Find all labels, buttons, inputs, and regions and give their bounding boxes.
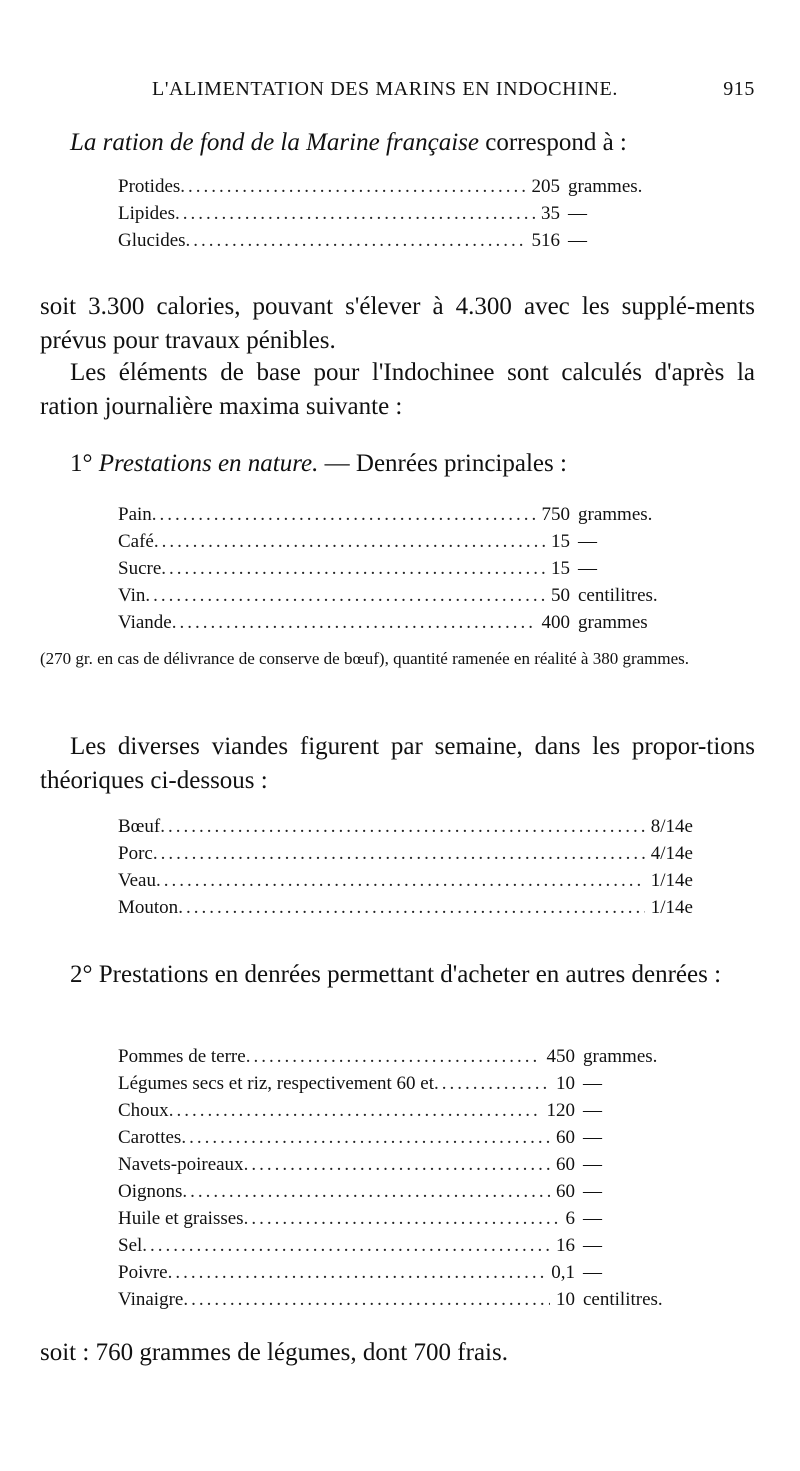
table-row	[118, 1154, 693, 1181]
main-foods-table	[118, 504, 688, 639]
table-row	[118, 1127, 693, 1154]
table-row	[118, 585, 688, 612]
table-row	[118, 870, 693, 897]
table-row	[118, 203, 678, 230]
row-unit: —	[583, 1235, 602, 1256]
dot-leader	[169, 1100, 541, 1122]
table-row	[118, 1073, 693, 1100]
row-unit: —	[568, 230, 587, 251]
row-value: 516	[531, 230, 560, 251]
row-value: 60	[556, 1154, 575, 1175]
dot-leader	[180, 176, 525, 198]
row-value: 8/14e	[650, 816, 693, 837]
table-row	[118, 176, 678, 203]
row-value: 1/14e	[650, 870, 693, 891]
dot-leader	[145, 585, 545, 607]
dot-leader	[172, 612, 536, 634]
section-1-heading	[70, 450, 567, 478]
row-unit: —	[583, 1100, 602, 1121]
row-value: 120	[546, 1100, 575, 1121]
row-unit: grammes	[578, 612, 648, 633]
row-unit: grammes.	[568, 176, 643, 197]
page-number: 915	[723, 78, 755, 100]
row-label: Vin	[118, 585, 146, 606]
meat-proportions-table	[118, 816, 693, 924]
row-unit: —	[583, 1181, 602, 1202]
row-value: 10	[556, 1073, 575, 1094]
running-title: L'ALIMENTATION DES MARINS EN INDOCHINE.	[152, 78, 618, 100]
row-label: Protides	[118, 176, 181, 197]
row-unit: grammes.	[578, 504, 653, 525]
table-row	[118, 612, 688, 639]
dot-leader	[183, 1289, 550, 1311]
table-row	[118, 558, 688, 585]
row-label: Carottes	[118, 1127, 182, 1148]
row-value: 6	[565, 1208, 575, 1229]
row-value: 1/14e	[650, 897, 693, 918]
row-unit: centilitres.	[578, 585, 658, 606]
intro-italic: La ration de fond de la Marine française	[70, 129, 479, 156]
row-label: Bœuf	[118, 816, 161, 837]
ration-macronutrients-table	[118, 176, 678, 257]
intro-paragraph	[40, 126, 755, 160]
dot-leader	[178, 897, 645, 919]
dot-leader	[182, 1181, 550, 1203]
meat-note: (270 gr. en cas de délivrance de conserve de bœuf), quantité ramenée en réalité à 380 grammes.	[40, 649, 690, 668]
dot-leader	[161, 558, 545, 580]
table-row	[118, 816, 693, 843]
table-row	[118, 843, 693, 870]
row-label: Vinaigre	[118, 1289, 184, 1310]
row-value: 60	[556, 1127, 575, 1148]
row-value: 205	[531, 176, 560, 197]
table-row	[118, 1289, 693, 1316]
dot-leader	[181, 1127, 550, 1149]
table-row	[118, 897, 693, 924]
row-label: Glucides	[118, 230, 186, 251]
dot-leader	[154, 531, 545, 553]
dot-leader	[160, 816, 645, 838]
row-unit: —	[583, 1073, 602, 1094]
section-1-number: 1°	[70, 450, 93, 477]
row-value: 15	[551, 558, 570, 579]
row-unit: —	[583, 1127, 602, 1148]
row-label: Huile et graisses	[118, 1208, 244, 1229]
row-label: Mouton	[118, 897, 179, 918]
dot-leader	[186, 230, 526, 252]
row-unit: —	[583, 1262, 602, 1283]
table-row	[118, 504, 688, 531]
section-1-rest: — Denrées principales :	[318, 450, 567, 477]
row-label: Veau	[118, 870, 156, 891]
row-value: 15	[551, 531, 570, 552]
row-value: 60	[556, 1181, 575, 1202]
dot-leader	[244, 1154, 550, 1176]
intro-rest: correspond à :	[479, 129, 627, 156]
meats-paragraph: Les diverses viandes figurent par semaine, dans les propor-tions théoriques ci-dessous :	[40, 733, 755, 794]
row-label: Porc	[118, 843, 153, 864]
row-unit: —	[568, 203, 587, 224]
row-value: 10	[556, 1289, 575, 1310]
table-row	[118, 1208, 693, 1235]
row-label: Pommes de terre	[118, 1046, 246, 1067]
dot-leader	[152, 504, 536, 526]
vegetables-table	[118, 1046, 693, 1316]
conclusion-paragraph: soit : 760 grammes de légumes, dont 700 frais.	[40, 1339, 508, 1366]
row-unit: grammes.	[583, 1046, 658, 1067]
row-label: Sel	[118, 1235, 143, 1256]
row-label: Oignons	[118, 1181, 183, 1202]
table-row	[118, 1100, 693, 1127]
page-header	[40, 78, 755, 108]
row-unit: —	[583, 1208, 602, 1229]
row-value: 450	[546, 1046, 575, 1067]
section-2-heading: 2° Prestations en denrées permettant d'acheter en autres denrées :	[70, 961, 722, 988]
dot-leader	[244, 1208, 560, 1230]
row-value: 35	[541, 203, 560, 224]
row-label: Pain	[118, 504, 152, 525]
table-row	[118, 230, 678, 257]
table-row	[118, 1046, 693, 1073]
calories-paragraph: soit 3.300 calories, pouvant s'élever à 4.300 avec les supplé-ments prévus pour travaux pénibles.	[40, 293, 755, 354]
row-label: Lipides	[118, 203, 175, 224]
row-value: 50	[551, 585, 570, 606]
base-elements-paragraph: Les éléments de base pour l'Indochinee sont calculés d'après la ration journalière maxima suivante :	[40, 359, 755, 420]
row-label: Choux	[118, 1100, 169, 1121]
dot-leader	[168, 1262, 546, 1284]
table-row	[118, 1262, 693, 1289]
row-unit: —	[578, 531, 597, 552]
row-unit: —	[583, 1154, 602, 1175]
row-value: 750	[541, 504, 570, 525]
dot-leader	[246, 1046, 541, 1068]
dot-leader	[142, 1235, 550, 1257]
row-label: Poivre	[118, 1262, 168, 1283]
row-value: 16	[556, 1235, 575, 1256]
row-label: Légumes secs et riz, respectivement 60 et	[118, 1073, 435, 1094]
table-row	[118, 1181, 693, 1208]
row-value: 0,1	[551, 1262, 575, 1283]
section-1-italic: Prestations en nature.	[98, 450, 319, 477]
table-row	[118, 1235, 693, 1262]
row-label: Café	[118, 531, 154, 552]
row-value: 4/14e	[650, 843, 693, 864]
dot-leader	[153, 843, 645, 865]
row-unit: centilitres.	[583, 1289, 663, 1310]
table-row	[118, 531, 688, 558]
row-label: Sucre	[118, 558, 162, 579]
row-unit: —	[578, 558, 597, 579]
row-label: Navets-poireaux	[118, 1154, 244, 1175]
row-label: Viande	[118, 612, 172, 633]
dot-leader	[175, 203, 535, 225]
dot-leader	[156, 870, 645, 892]
dot-leader	[434, 1073, 550, 1095]
row-value: 400	[541, 612, 570, 633]
